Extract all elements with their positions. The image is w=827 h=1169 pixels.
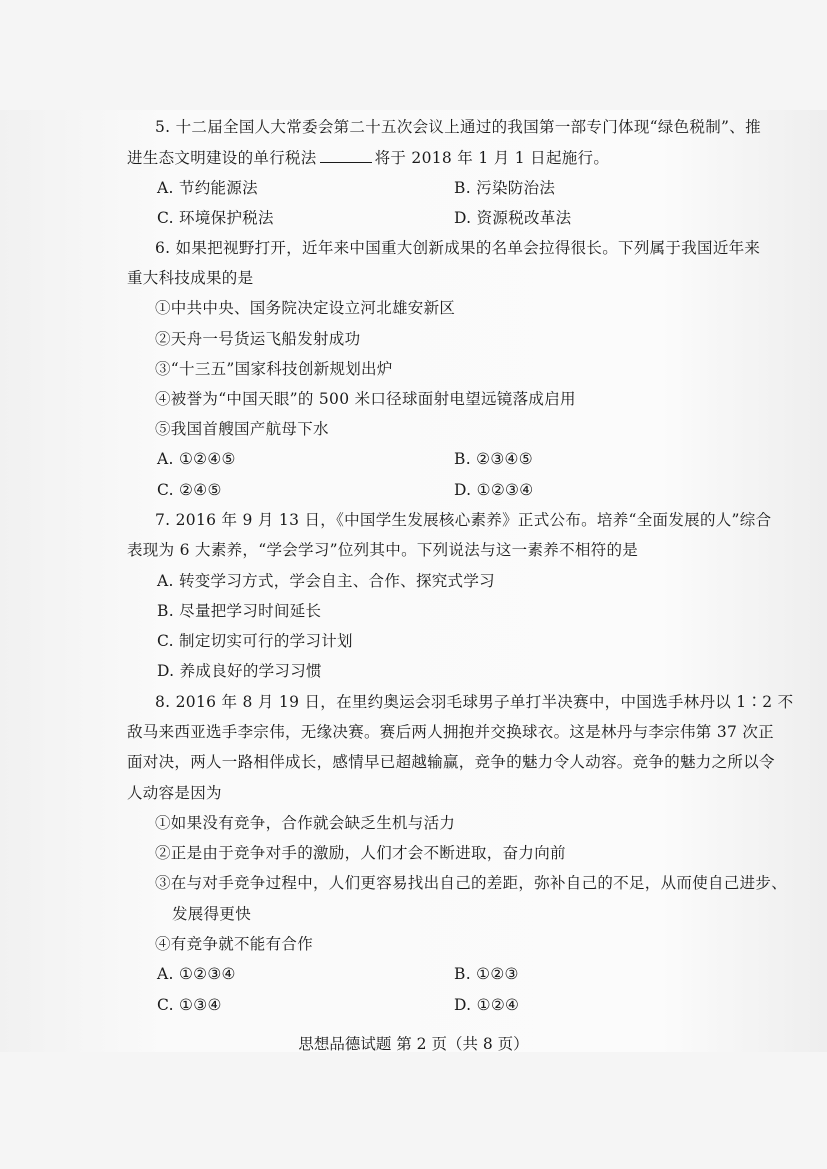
q6-option-d: D. ①②③④ [454, 481, 534, 499]
q6-statement-3: ③“十三五”国家科技创新规划出炉 [155, 360, 393, 378]
q8-statement-3: ③在与对手竞争过程中，人们更容易找出自己的差距，弥补自己的不足，从而使自己进步、 [155, 874, 788, 892]
q8-statement-1: ①如果没有竞争，合作就会缺乏生机与活力 [155, 814, 456, 832]
q6-statement-4: ④被誉为“中国天眼”的 500 米口径球面射电望远镜落成启用 [155, 390, 576, 408]
q6-statement-1: ①中共中央、国务院决定设立河北雄安新区 [155, 299, 456, 317]
q7-stem-line1: 7. 2016 年 9 月 13 日，《中国学生发展核心素养》正式公布。培养“全面发展的人”综合 [155, 511, 772, 529]
q8-option-b: B. ①②③ [454, 965, 519, 983]
q7-option-b: B. 尽量把学习时间延长 [157, 602, 322, 620]
q7-option-c: C. 制定切实可行的学习计划 [157, 632, 353, 650]
q5-option-c: C. 环境保护税法 [157, 209, 274, 227]
q5-option-a: A. 节约能源法 [157, 179, 258, 197]
q8-stem-line4: 人动容是因为 [127, 784, 222, 802]
q8-stem-line3: 面对决，两人一路相伴成长，感情早已超越输赢，竞争的魅力令人动容。竞争的魅力之所以令 [127, 753, 775, 771]
page-footer: 思想品德试题 第 2 页（共 8 页） [298, 1035, 529, 1053]
q6-statement-5: ⑤我国首艘国产航母下水 [155, 420, 329, 438]
q6-statement-2: ②天舟一号货运飞船发射成功 [155, 330, 361, 348]
q8-statement-2: ②正是由于竞争对手的激励，人们才会不断进取，奋力向前 [155, 844, 566, 862]
q8-option-c: C. ①③④ [157, 996, 222, 1014]
q7-option-d: D. 养成良好的学习习惯 [157, 662, 322, 680]
q6-option-c: C. ②④⑤ [157, 481, 222, 499]
q8-statement-4: ④有竞争就不能有合作 [155, 935, 314, 953]
q7-stem-line2: 表现为 6 大素养，“学会学习”位列其中。下列说法与这一素养不相符的是 [127, 541, 639, 559]
q6-stem-line2: 重大科技成果的是 [127, 269, 254, 287]
q5-stem-line1: 5. 十二届全国人大常委会第二十五次会议上通过的我国第一部专门体现“绿色税制”、推 [155, 118, 761, 136]
q6-option-b: B. ②③④⑤ [454, 450, 533, 468]
q6-option-a: A. ①②④⑤ [157, 450, 236, 468]
answer-blank [320, 150, 372, 163]
q7-option-a: A. 转变学习方式，学会自主、合作、探究式学习 [157, 572, 495, 590]
top-margin [0, 0, 827, 110]
q5-stem-line2: 进生态文明建设的单行税法 将于 2018 年 1 月 1 日起施行。 [127, 149, 610, 167]
q5-option-d: D. 资源税改革法 [454, 209, 572, 227]
q8-stem-line1: 8. 2016 年 8 月 19 日，在里约奥运会羽毛球男子单打半决赛中，中国选手林丹以 1∶2 不 [155, 693, 794, 711]
q8-option-a: A. ①②③④ [157, 965, 236, 983]
q8-statement-3-cont: 发展得更快 [172, 905, 252, 923]
bottom-margin [0, 1052, 827, 1169]
q5-option-b: B. 污染防治法 [454, 179, 556, 197]
q8-option-d: D. ①②④ [454, 996, 520, 1014]
q6-stem-line1: 6. 如果把视野打开，近年来中国重大创新成果的名单会拉得很长。下列属于我国近年来 [155, 239, 761, 257]
q8-stem-line2: 敌马来西亚选手李宗伟，无缘决赛。赛后两人拥抱并交换球衣。这是林丹与李宗伟第 37 次正 [127, 723, 774, 741]
